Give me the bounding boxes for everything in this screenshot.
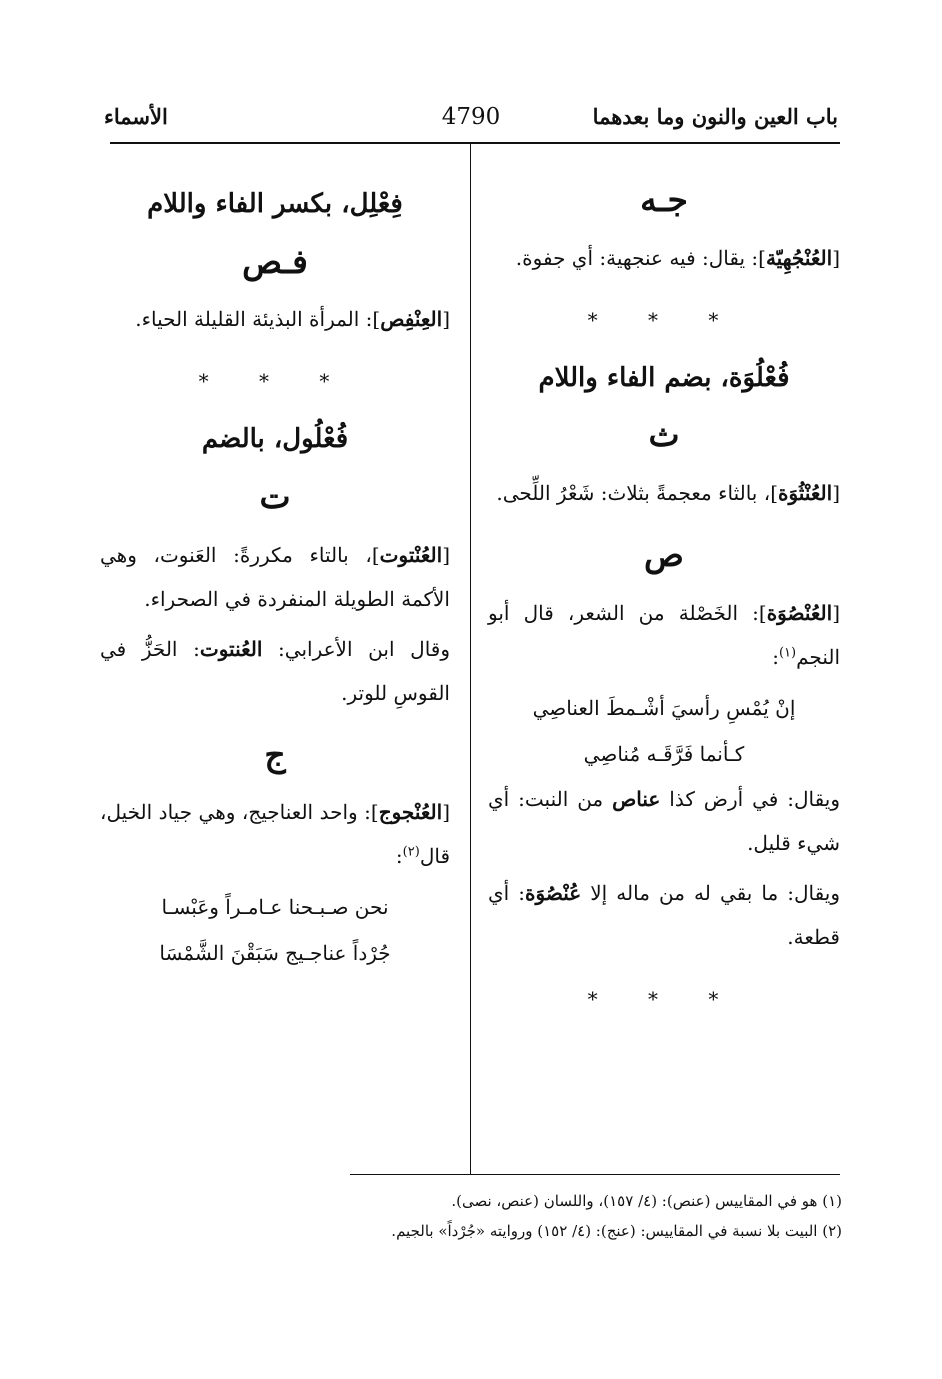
- definition: ، بالثاء معجمةً بثلاث: شَعْرُ اللِّحى.: [496, 480, 771, 505]
- headword: العُنْجُهِيّة: [765, 245, 833, 270]
- definition: ، بالتاء مكررةً: العَنوت، وهي الأكمة الطويلة المنفردة في الصحراء.: [100, 542, 450, 611]
- headword: العِنْفِص: [380, 307, 443, 332]
- header-rule: [110, 142, 840, 144]
- verse-line: كـأنما فَرَّقَـه مُناصِي: [583, 741, 745, 766]
- definition: : يقال: فيه عنجهية: أي جفوة.: [515, 245, 759, 270]
- running-head-section: الأسماء: [104, 104, 168, 129]
- footnote-rule: [350, 1174, 840, 1175]
- verse-line: نحن صـبـحنا عـامـراً وعَبْسـا: [161, 895, 389, 920]
- entry-untut: [العُنْتوت]، بالتاء مكررةً: العَنوت، وهي الأكمة الطويلة المنفردة في الصحراء.: [100, 542, 450, 611]
- left-column: [100, 150, 450, 976]
- entry-infis: [العِنْفِص]: المرأة البذيئة القليلة الحياء.: [135, 307, 450, 332]
- column-divider: [470, 142, 471, 1174]
- page-number: 4790: [441, 104, 501, 130]
- section-title-fulul: فُعْلُول، بالضم: [201, 424, 349, 455]
- paragraph: ويقال: ما بقي له من ماله إلا عُنْصُوَة: أي قطعة.: [488, 880, 840, 949]
- verse-line: إنْ يُمْسِ رأسيَ أشْـمطَ العناصِي: [532, 695, 796, 720]
- definition: : واحد العناجيج، وهي جياد الخيل، قال: [100, 800, 450, 869]
- root-letter-jh: جـه: [640, 180, 688, 219]
- root-letter-t: ت: [259, 477, 291, 517]
- footnotes: [202, 1186, 842, 1246]
- section-separator: * * *: [198, 369, 352, 394]
- section-title-filil: فِعْلِل، بكسر الفاء واللام: [147, 189, 403, 219]
- headword: العُنْثُوَة: [778, 480, 833, 505]
- definition: : الخَصْلة من الشعر، قال أبو النجم: [488, 600, 840, 669]
- entry-unsuwa: [العُنْصُوَة]: الخَصْلة من الشعر، قال أبو النجم$^{(١)}$:: [488, 600, 840, 669]
- headword: العُنْتوت: [379, 542, 443, 567]
- entry-unjuj: [العُنْجوج]: واحد العناجيج، وهي جياد الخيل، قال$^{(٢)}$:: [100, 800, 450, 869]
- root-letter-fs: فـص: [242, 241, 308, 281]
- headword: العُنْجوج: [378, 800, 443, 825]
- footnote-1: (١) هو في المقاييس (عنص): (٤/ ١٥٧)، واللسان (عنص، نصى).: [451, 1192, 842, 1210]
- section-separator: * * *: [587, 986, 741, 1011]
- right-column: [488, 150, 840, 1031]
- entry-anjuhiyya: [العُنْجُهِيّة]: يقال: فيه عنجهية: أي جفوة.: [515, 245, 840, 270]
- footnote-2: (٢) البيت بلا نسبة في المقاييس: (عنج): (٤/ ١٥٢) وروايته «جُرْداً» بالجيم.: [391, 1222, 842, 1240]
- headword: العُنْصُوَة: [766, 600, 833, 625]
- root-letter-sad: ص: [644, 534, 684, 574]
- paragraph: ويقال: في أرض كذا عناص من النبت: أي شيء قليل.: [488, 786, 840, 855]
- section-separator: * * *: [587, 307, 741, 332]
- section-title-fulwa: فُعْلُوَة، بضم الفاء واللام: [538, 362, 790, 393]
- verse-line: جُرْداً عناجـيج سَبَقْنَ الشَّمْسَا: [159, 941, 391, 966]
- entry-unthuwa: [العُنْثُوَة]، بالثاء معجمةً بثلاث: شَعْرُ اللِّحى.: [496, 480, 840, 505]
- running-head-chapter: باب العين والنون وما بعدهما: [592, 104, 838, 129]
- root-letter-j: ج: [264, 734, 286, 774]
- root-letter-th: ث: [648, 415, 680, 455]
- definition: : المرأة البذيئة القليلة الحياء.: [135, 307, 373, 332]
- paragraph: وقال ابن الأعرابي: العُنتوت: الحَزُّ في القوسِ للوتر.: [100, 636, 451, 705]
- footnote-ref-1: (١): [778, 644, 797, 660]
- footnote-ref-2: (٢): [402, 844, 420, 860]
